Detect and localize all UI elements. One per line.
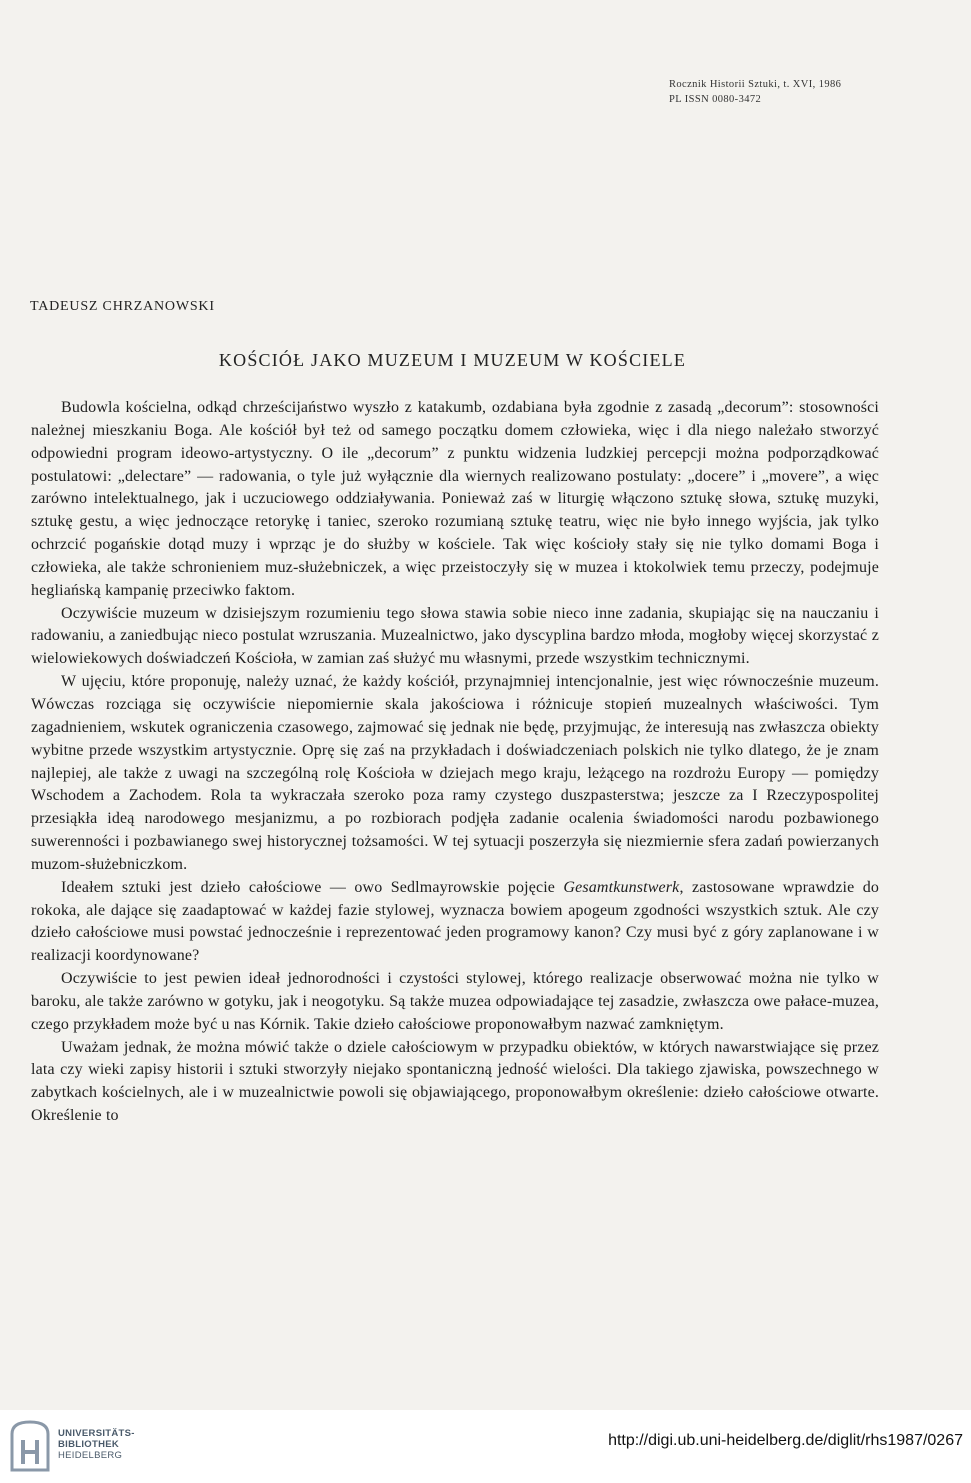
journal-citation: Rocznik Historii Sztuki, t. XVI, 1986 [669,79,842,90]
library-name-line3: HEIDELBERG [58,1450,123,1461]
paragraph-1: Budowla kościelna, odkąd chrześcijaństwo wyszło z katakumb, ozdabiana była zgodnie z zasadą „decorum”: stosowności należnej mieszkaniu Boga. Ale kościół był też od samego początku domem człowieka, więc i dla niego należało stworzyć odpowiedni program ideowo-artystyczny. O ile „decorum” z punktu widzenia ludzkiej percepcji można podporządkować postulatowi: „delectare” — radowania, o tyle już wyłącznie dla wiernych realizowano postulaty: „docere” i „movere”, a więc zarówno intelektualnego, jak i uczuciowego oddziaływania. Ponieważ zaś w liturgię włączono sztukę słowa, sztukę muzyki, sztukę gestu, a więc jednoczące retorykę i taniec, szeroko rozumianą sztukę teatru, więc nie było innego wyjścia, jak tylko ochrzcić pogańskie dotąd muzy i wprząc je do służby w kościele. Tak więc kościoły stały się nie tylko domami Boga i człowieka, ale także schronieniem muz-służebniczek, a więc przeistoczyły się w muzea i ktokolwiek temu przeczy, podejmuje hegliańską kampanię przeciwko faktom. [31,399,879,599]
paragraph-6: Uważam jednak, że można mówić także o dziele całościowym w przypadku obiektów, w których nawarstwiające się przez lata czy wieki zapisy historii i sztuki stworzyły niejako spontaniczną jedność wielości. Dla takiego zjawiska, powszechnego w zabytkach kościelnych, ale i w muzealnictwie powoli się objawiającego, proponowałbym określenie: dzieło całościowe otwarte. Określenie to [31,1038,879,1125]
author-name: TADEUSZ CHRZANOWSKI [30,299,215,314]
article-body [31,397,879,1128]
paragraph-4-after: , zastosowane wprawdzie do rokoka, ale dające się zaadaptować w każdej fazie stylowej, wyznacza bowiem apogeum zgodności wszystkich sztuk. Ale czy dzieło całościowe musi powstać jednocześnie i reprezentować jeden programowy kanon? Czy musi być z góry zaplanowane i w realizacji koordynowane? [31,878,879,965]
journal-header [669,77,841,107]
source-url[interactable]: http://digi.ub.uni-heidelberg.de/diglit/rhs1987/0267 [608,1432,963,1449]
library-footer [0,1410,971,1483]
paragraph-4-before: Ideałem sztuki jest dzieło całościowe — owo Sedlmayrowskie pojęcie [61,878,564,896]
gesamtkunstwerk-term: Gesamtkunstwerk [563,878,680,896]
library-name [58,1428,135,1461]
paragraph-3: W ujęciu, które proponuję, należy uznać, że każdy kościół, przynajmniej intencjonalnie, jest więc równocześnie muzeum. Wówczas rozciąga się oczywiście niepomiernie skala jakościowa i różnicuje stopień muzealnych właściwości. Tym zagadnieniem, wskutek ograniczenia czasowego, zajmować się jednak nie będę, przyjmując, że interesują nas zwłaszcza obiekty wybitne przede wszystkim artystycznie. Oprę się zaś na przykładach i doświadczeniach polskich nie tylko dlatego, że je znam najlepiej, ale także z uwagi na szczególną rolę Kościoła w dziejach mego kraju, leżącego na rozdrożu Europy — pomiędzy Wschodem a Zachodem. Rola ta wykraczała szeroko poza ramy czystego duszpasterstwa; jeszcze za I Rzeczypospolitej przesiąkła ideą narodowego mesjanizmu, a po rozbiorach podjęła zadanie ocalenia świadomości narodu pozbawionego suwerenności i pozbawianego swej historycznej tożsamości. W tej sytuacji poszerzyła się niezmiernie sfera zadań powierzanych muzom-służebniczkom. [31,673,879,873]
heidelberg-library-logo-icon [8,1420,52,1472]
library-name-line2: BIBLIOTHEK [58,1439,120,1450]
paragraph-5: Oczywiście to jest pewien ideał jednorodności i czystości stylowej, którego realizacje obserwować można nie tylko w baroku, ale także zarówno w gotyku, jak i neogotyku. Są także muzea odpowiadające tej zasadzie, zwłaszcza owe pałace-muzea, czego przykładem może być u nas Kórnik. Takie dzieło całościowe proponowałbym nazwać zamkniętym. [31,970,879,1033]
paragraph-2: Oczywiście muzeum w dzisiejszym rozumieniu tego słowa stawia sobie nieco inne zadania, skupiając się na nauczaniu i radowaniu, a zaniedbując nieco postulat wzruszania. Muzealnictwo, jako dyscyplina bardzo młoda, mogłoby więcej skorzystać z wielowiekowych doświadczeń Kościoła, w zamian zaś służyć mu własnymi, przede wszystkim technicznymi. [31,604,879,668]
journal-issn: PL ISSN 0080-3472 [669,94,762,105]
article-title: KOŚCIÓŁ JAKO MUZEUM I MUZEUM W KOŚCIELE [218,350,687,370]
library-name-line1: UNIVERSITÄTS- [58,1428,135,1439]
paragraph-4 [31,877,879,968]
